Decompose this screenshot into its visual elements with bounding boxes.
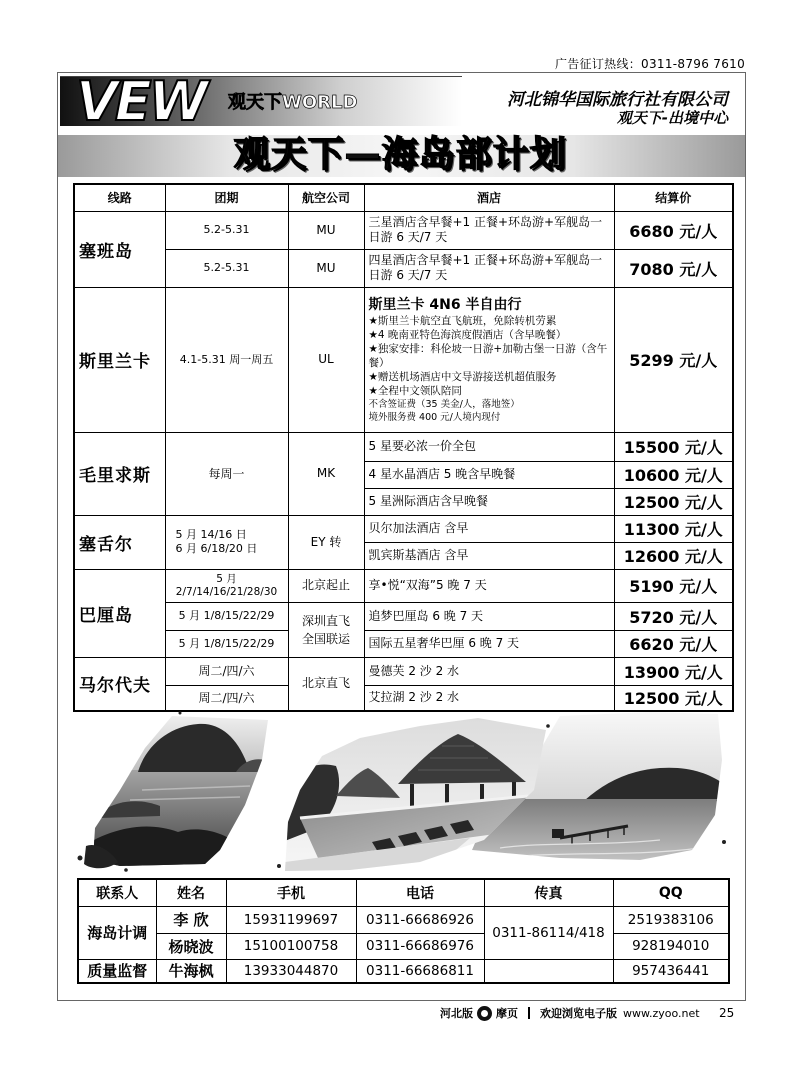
- tour-dates: 4.1-5.31 周一周五: [165, 287, 288, 432]
- brand-label: 摩页: [496, 1007, 518, 1020]
- table-row: [78, 959, 729, 983]
- contact-mobile: 15100100758: [226, 933, 356, 959]
- route-bali: 巴厘岛: [74, 569, 165, 657]
- package-highlight: ★斯里兰卡航空直飞航班，免除转机劳累: [368, 314, 557, 327]
- jetty-hut: [552, 829, 564, 838]
- hotel-package: 5 星洲际酒店含早晚餐: [364, 488, 614, 515]
- table-row: [74, 602, 733, 630]
- column-header-name: 姓名: [156, 879, 226, 906]
- hotel-package: 5 星要必浓一价全包: [364, 432, 614, 461]
- package-note: 不含签证费（35 美金/人，落地签）: [368, 398, 520, 410]
- airline: EY 转: [288, 515, 364, 569]
- hotel-package: 国际五星奢华巴厘 6 晚 7 天: [364, 630, 614, 657]
- settlement-price: 5299 元/人: [614, 287, 733, 432]
- package-highlight: ★独家安排：科伦坡一日游+加勒古堡一日游（含午餐）: [368, 342, 608, 369]
- airline: UL: [288, 287, 364, 432]
- column-header-phone: 电话: [356, 879, 484, 906]
- tour-date-line: 5 月 14/16 日: [175, 528, 247, 541]
- column-header-price: 结算价: [614, 184, 733, 211]
- tour-date-line: 6 月 6/18/20 日: [175, 542, 258, 555]
- plan-header-row: [74, 184, 733, 211]
- logo-subtitle: 观天下WORLD: [228, 92, 358, 113]
- contact-qq: 2519383106: [613, 906, 729, 933]
- page-title: 观天下—海岛部计划: [233, 134, 567, 175]
- table-row: [78, 906, 729, 933]
- table-row: [74, 432, 733, 461]
- column-header-mobile: 手机: [226, 879, 356, 906]
- footer-url: www.zyoo.net: [623, 1006, 700, 1020]
- settlement-price: 7080 元/人: [614, 249, 733, 287]
- hotel-package: 艾拉湖 2 沙 2 水: [364, 685, 614, 711]
- contacts-header-row: [78, 879, 729, 906]
- island-plan-table: [73, 183, 734, 712]
- settlement-price: 5190 元/人: [614, 569, 733, 602]
- airline: MU: [288, 211, 364, 249]
- settlement-price: 6680 元/人: [614, 211, 733, 249]
- contact-name: 杨晓波: [156, 933, 226, 959]
- airline-line: 深圳直飞: [301, 613, 350, 628]
- column-header-qq: QQ: [613, 879, 729, 906]
- contact-qq: 928194010: [613, 933, 729, 959]
- column-header-airline: 航空公司: [288, 184, 364, 211]
- route-sri-lanka: 斯里兰卡: [74, 287, 165, 432]
- airline: 北京直飞: [288, 657, 364, 711]
- logo-wordmark: VEW: [76, 76, 206, 126]
- settlement-price: 6620 元/人: [614, 630, 733, 657]
- footer-divider: [528, 1007, 530, 1019]
- tour-dates: 5.2-5.31: [165, 249, 288, 287]
- package-note: 境外服务费 400 元/人境内现付: [368, 411, 501, 423]
- settlement-price: 11300 元/人: [614, 515, 733, 542]
- route-seychelles: 塞舌尔: [74, 515, 165, 569]
- contact-qq: 957436441: [613, 959, 729, 983]
- package-title: 斯里兰卡 4N6 半自由行: [368, 296, 522, 313]
- page-number: 25: [719, 1006, 735, 1020]
- settlement-price: 10600 元/人: [614, 461, 733, 488]
- settlement-price: 15500 元/人: [614, 432, 733, 461]
- company-name: 河北锦华国际旅行社有限公司: [507, 90, 728, 110]
- settlement-price: 5720 元/人: [614, 602, 733, 630]
- tour-date-line: 2/7/14/16/21/28/30: [175, 585, 278, 598]
- contact-mobile: 13933044870: [226, 959, 356, 983]
- airline: [288, 602, 364, 657]
- rock-outcrop: [100, 801, 160, 818]
- package-highlight: ★4 晚南亚特色海滨度假酒店（含早晚餐）: [368, 328, 567, 341]
- contact-name: 李 欣: [156, 906, 226, 933]
- tour-dates: 5 月 1/8/15/22/29: [165, 602, 288, 630]
- hotel-package: 4 星水晶酒店 5 晚含早晚餐: [364, 461, 614, 488]
- settlement-price: 13900 元/人: [614, 657, 733, 685]
- table-row: [74, 515, 733, 542]
- island-photo-collage: [0, 710, 800, 875]
- hotel-package: 四星酒店含早餐+1 正餐+环岛游+军舰岛一日游 6 天/7 天: [364, 249, 614, 287]
- contact-phone: 0311-66686976: [356, 933, 484, 959]
- column-header-hotel: 酒店: [364, 184, 614, 211]
- page-footer: [440, 1004, 700, 1022]
- tour-dates: [165, 569, 288, 602]
- route-mauritius: 毛里求斯: [74, 432, 165, 515]
- airline-line: 全国联运: [301, 631, 350, 646]
- table-row: [74, 657, 733, 685]
- department-name: 观天下-出境中心: [616, 109, 728, 127]
- tour-dates: 周二/四/六: [165, 685, 288, 711]
- zyoo-logo-icon: [477, 1006, 492, 1021]
- hotel-package: 享•悦“双海”5 晚 7 天: [364, 569, 614, 602]
- table-row: [74, 630, 733, 657]
- airline: 北京起止: [288, 569, 364, 602]
- contact-mobile: 15931199697: [226, 906, 356, 933]
- view-world-logo: [60, 76, 462, 126]
- tour-dates: 周二/四/六: [165, 657, 288, 685]
- contact-role: 海岛计调: [78, 906, 156, 959]
- package-highlight: ★全程中文领队陪同: [368, 384, 462, 397]
- tour-dates: [165, 515, 288, 569]
- route-maldives: 马尔代夫: [74, 657, 165, 711]
- ad-hotline: 广告征订热线：0311-8796 7610: [554, 57, 745, 71]
- hotel-package: 凯宾斯基酒店 含早: [364, 542, 614, 569]
- footer-slogan: 欢迎浏览电子版: [540, 1007, 617, 1020]
- hotel-package: [364, 287, 614, 432]
- route-saipan: 塞班岛: [74, 211, 165, 287]
- tour-date-line: 5 月: [216, 572, 237, 585]
- column-header-fax: 传真: [484, 879, 613, 906]
- package-highlight: ★赠送机场酒店中文导游接送机超值服务: [368, 370, 557, 383]
- contact-phone: 0311-66686811: [356, 959, 484, 983]
- settlement-price: 12500 元/人: [614, 685, 733, 711]
- tour-dates: 5 月 1/8/15/22/29: [165, 630, 288, 657]
- table-row: [74, 685, 733, 711]
- hotel-package: 曼德芙 2 沙 2 水: [364, 657, 614, 685]
- table-row: [74, 249, 733, 287]
- contacts-table: [77, 878, 730, 984]
- contact-role: 质量监督: [78, 959, 156, 983]
- column-header-route: 线路: [74, 184, 165, 211]
- tour-dates: 每周一: [165, 432, 288, 515]
- airline: MK: [288, 432, 364, 515]
- column-header-contact: 联系人: [78, 879, 156, 906]
- table-row: [74, 569, 733, 602]
- hotel-package: 三星酒店含早餐+1 正餐+环岛游+军舰岛一日游 6 天/7 天: [364, 211, 614, 249]
- contact-fax-empty: [484, 959, 613, 983]
- settlement-price: 12600 元/人: [614, 542, 733, 569]
- photo-rock-islands: [88, 712, 278, 872]
- edition-label: 河北版: [440, 1007, 473, 1020]
- table-row: [74, 211, 733, 249]
- contact-phone: 0311-66686926: [356, 906, 484, 933]
- settlement-price: 12500 元/人: [614, 488, 733, 515]
- hotel-package: 追梦巴厘岛 6 晚 7 天: [364, 602, 614, 630]
- hotel-package: 贝尔加法酒店 含早: [364, 515, 614, 542]
- airline: MU: [288, 249, 364, 287]
- contact-name: 牛海枫: [156, 959, 226, 983]
- contact-fax: 0311-86114/418: [484, 906, 613, 959]
- column-header-dates: 团期: [165, 184, 288, 211]
- table-row: [78, 933, 729, 959]
- tour-dates: 5.2-5.31: [165, 211, 288, 249]
- table-row: [74, 287, 733, 432]
